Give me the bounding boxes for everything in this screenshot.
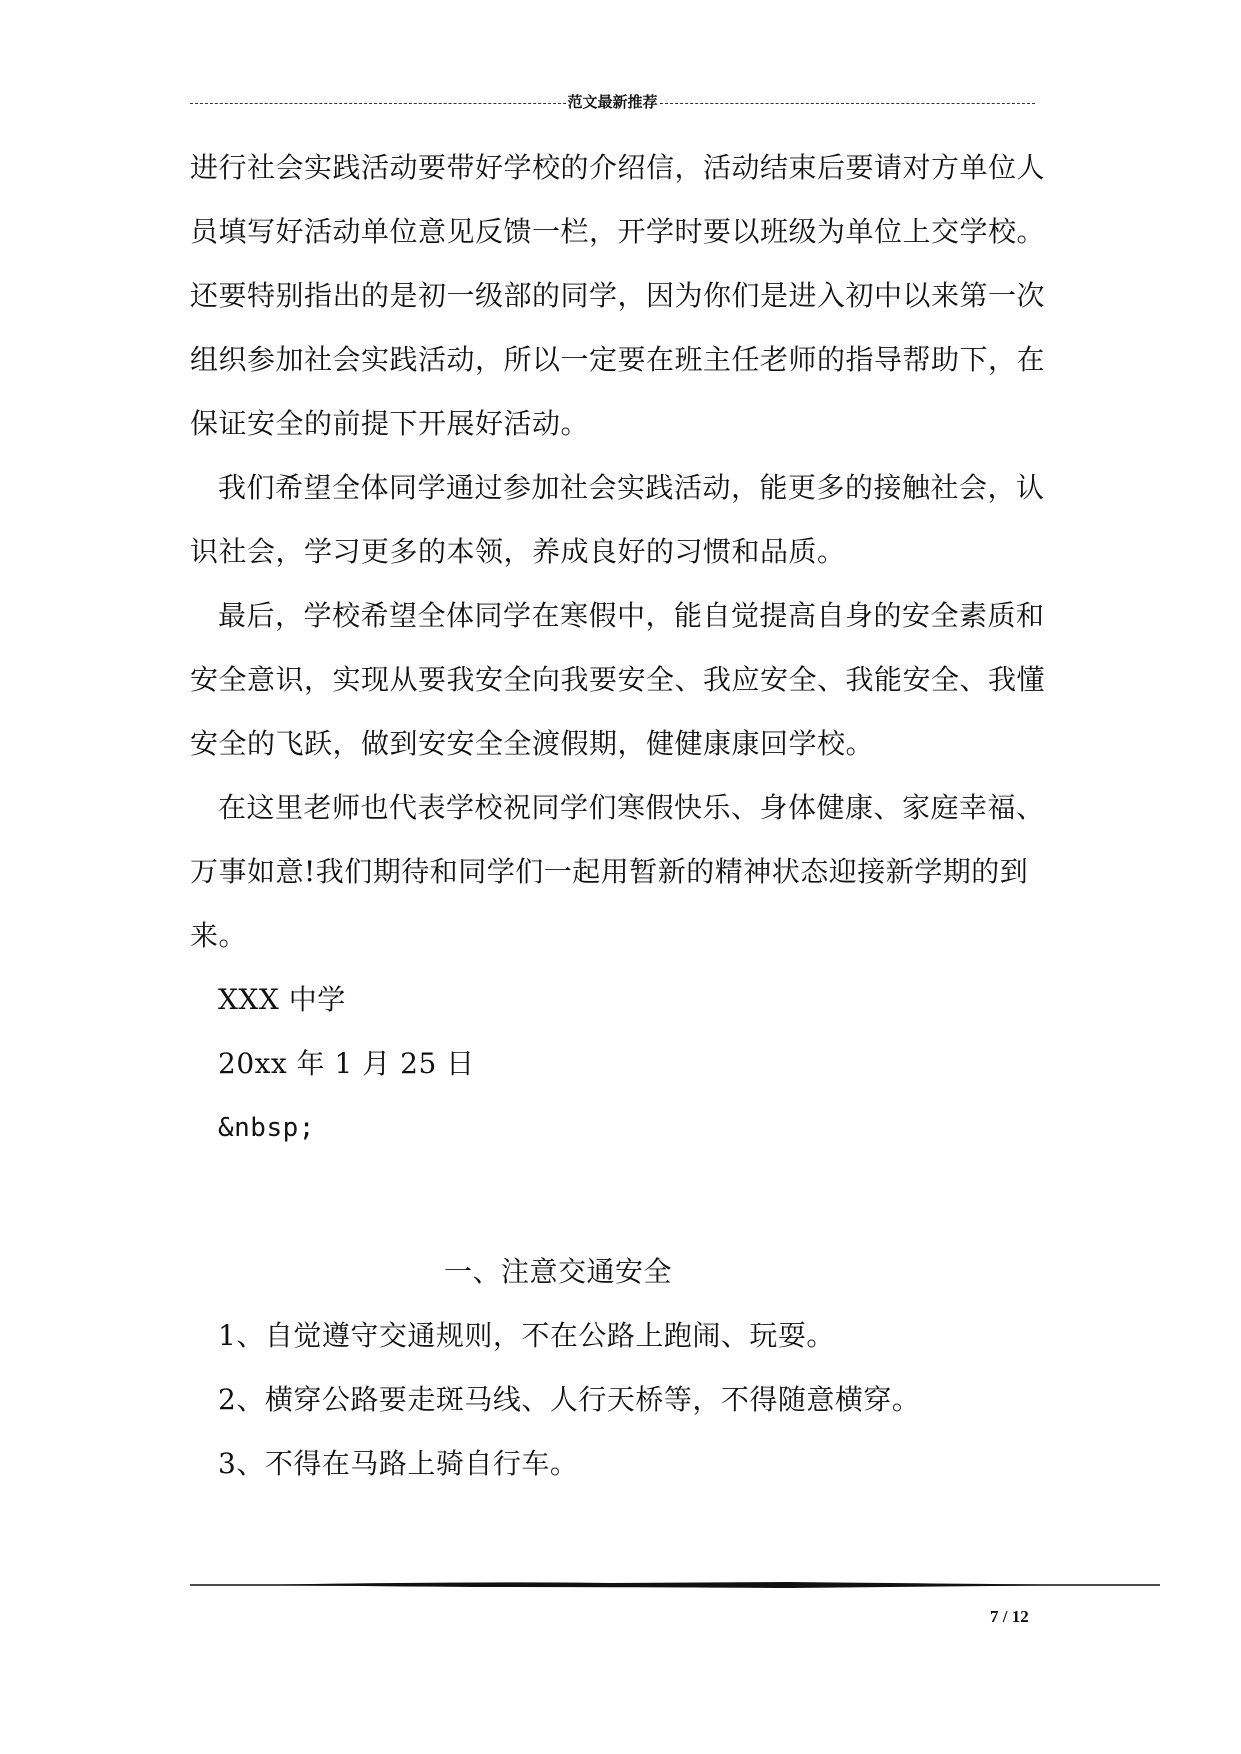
signature-date: 20xx 年 1 月 25 日: [218, 1047, 475, 1080]
text-line: 安全意识，实现从要我安全向我要安全、我应安全、我能安全、我懂: [190, 663, 1046, 696]
text-line: 组织参加社会实践活动，所以一定要在班主任老师的指导帮助下，在: [190, 343, 1046, 376]
text-line: 还要特别指出的是初一级部的同学，因为你们是进入初中以来第一次: [190, 279, 1046, 312]
section-heading: 一、注意交通安全: [444, 1255, 673, 1288]
text-line: 万事如意!我们期待和同学们一起用暂新的精神状态迎接新学期的到: [190, 855, 1029, 888]
header-title: 范文最新推荐: [567, 92, 658, 111]
list-item: 2、横穿公路要走斑马线、人行天桥等，不得随意横穿。: [218, 1383, 921, 1416]
signature-school: XXX 中学: [218, 983, 346, 1016]
text-line: 保证安全的前提下开展好活动。: [190, 407, 590, 440]
list-item: 3、不得在马路上骑自行车。: [218, 1447, 579, 1480]
header-left-rule: [190, 103, 566, 104]
page-header: [190, 88, 1035, 114]
list-item: 1、自觉遵守交通规则，不在公路上跑闹、玩耍。: [218, 1319, 835, 1352]
stray-entity-text: &nbsp;: [218, 1113, 315, 1143]
text-line: 安全的飞跃，做到安安全全渡假期，健健康康回学校。: [190, 727, 875, 760]
text-line: 进行社会实践活动要带好学校的介绍信，活动结束后要请对方单位人: [190, 151, 1046, 184]
header-right-rule: [660, 103, 1036, 104]
page-number: 7 / 12: [990, 1607, 1029, 1626]
text-line: 识社会，学习更多的本领，养成良好的习惯和品质。: [190, 535, 846, 568]
text-line: 来。: [190, 919, 248, 952]
footer-rule: [190, 1578, 1160, 1592]
text-line: 员填写好活动单位意见反馈一栏，开学时要以班级为单位上交学校。: [190, 215, 1046, 248]
text-line: 我们希望全体同学通过参加社会实践活动，能更多的接触社会，认: [218, 471, 1045, 504]
text-line: 在这里老师也代表学校祝同学们寒假快乐、身体健康、家庭幸福、: [218, 791, 1045, 824]
text-line: 最后，学校希望全体同学在寒假中，能自觉提高自身的安全素质和: [218, 599, 1045, 632]
